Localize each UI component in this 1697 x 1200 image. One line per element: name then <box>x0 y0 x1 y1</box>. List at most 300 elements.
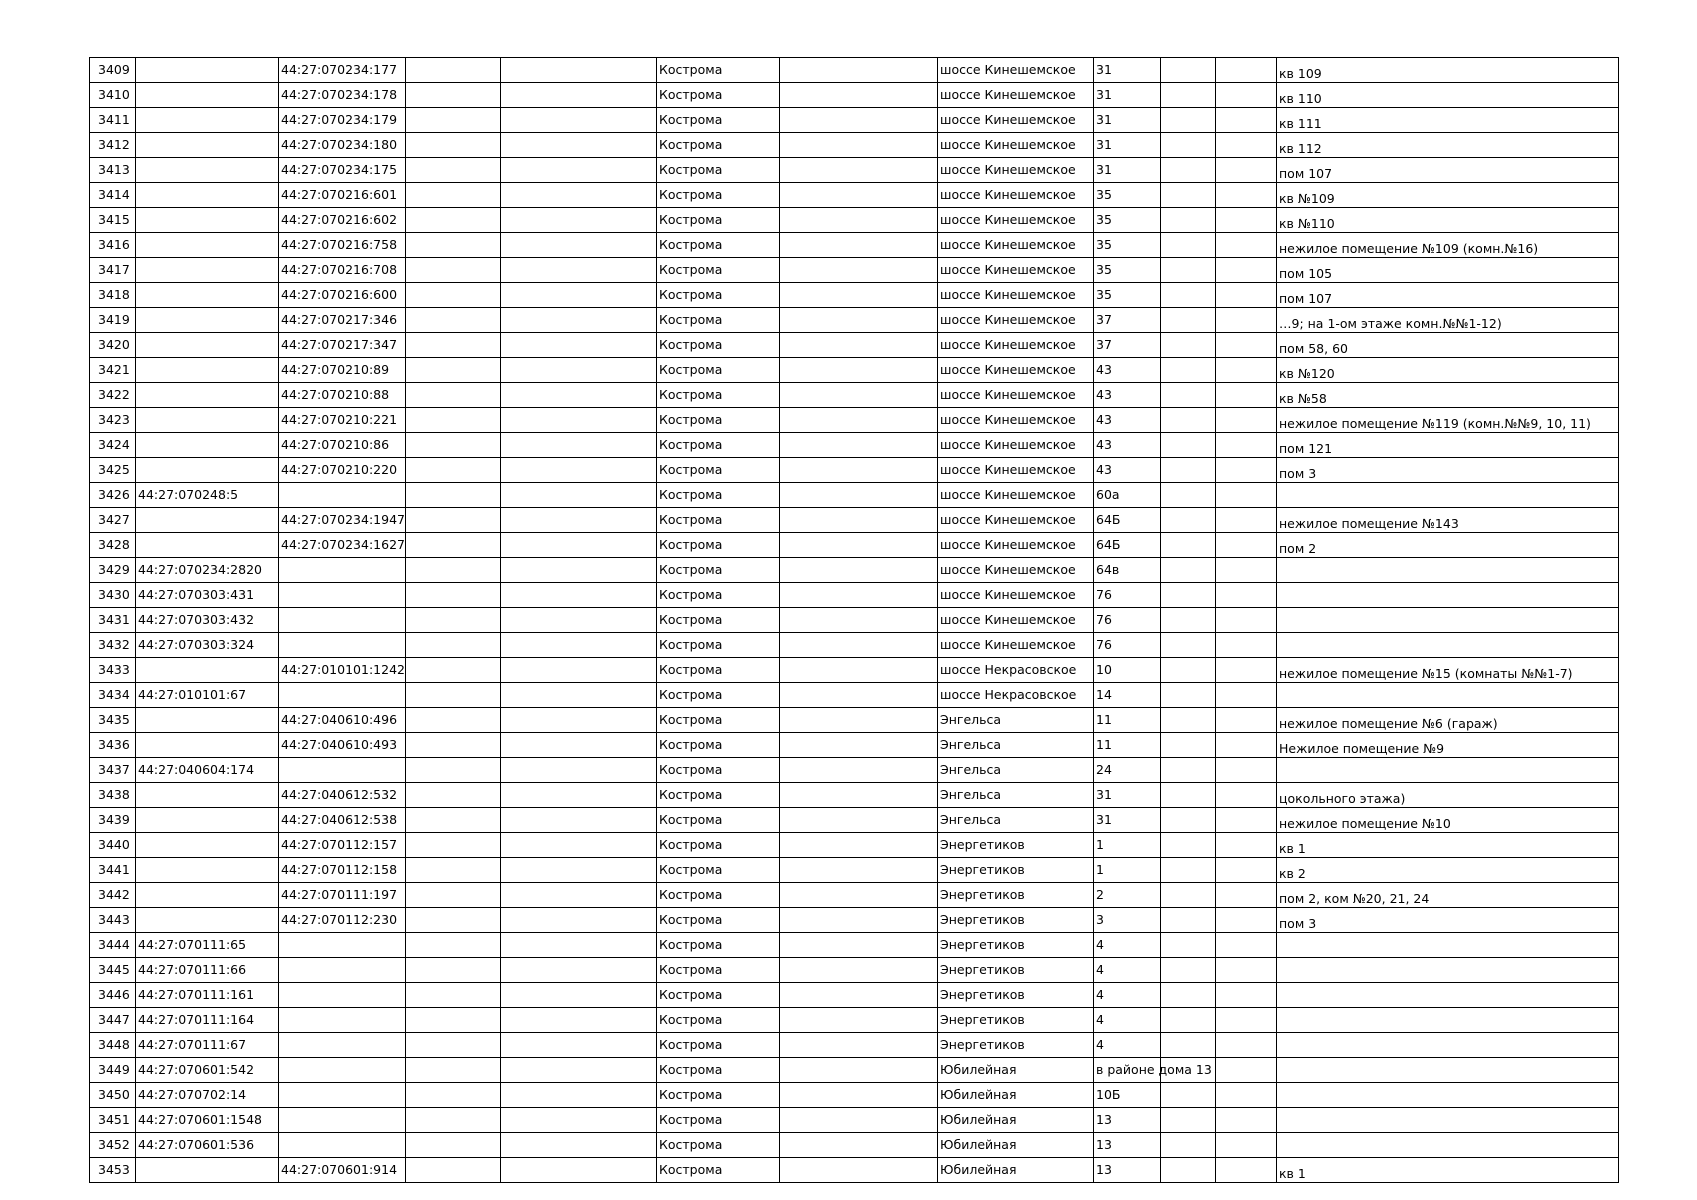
cell-empty <box>1161 508 1216 533</box>
cell-empty <box>1216 258 1277 283</box>
cell-land-cadastral-number <box>136 833 279 858</box>
cell-city: Кострома <box>657 833 780 858</box>
cell-empty <box>780 608 938 633</box>
cell-empty <box>780 1133 938 1158</box>
table-row <box>90 358 1619 383</box>
cell-empty <box>501 458 657 483</box>
cell-premise <box>1277 1083 1619 1108</box>
cell-empty <box>1216 758 1277 783</box>
cell-house-number: 4 <box>1094 1033 1161 1058</box>
cell-empty <box>406 83 501 108</box>
cell-premise <box>1277 1008 1619 1033</box>
cell-row-number: 3451 <box>90 1108 136 1133</box>
cell-empty <box>1216 1133 1277 1158</box>
cell-row-number: 3435 <box>90 708 136 733</box>
cell-empty <box>406 633 501 658</box>
cell-empty <box>406 1033 501 1058</box>
cell-empty <box>1161 308 1216 333</box>
cell-empty <box>1161 433 1216 458</box>
cell-land-cadastral-number: 44:27:070248:5 <box>136 483 279 508</box>
cell-object-cadastral-number: 44:27:070217:346 <box>279 308 406 333</box>
cell-empty <box>780 1008 938 1033</box>
cell-row-number: 3410 <box>90 83 136 108</box>
cell-empty <box>780 958 938 983</box>
cell-empty <box>406 783 501 808</box>
cell-premise <box>1277 933 1619 958</box>
cell-row-number: 3452 <box>90 1133 136 1158</box>
cell-empty <box>780 458 938 483</box>
cell-empty <box>780 808 938 833</box>
cell-object-cadastral-number: 44:27:070210:221 <box>279 408 406 433</box>
cell-empty <box>501 608 657 633</box>
cell-empty <box>1216 1108 1277 1133</box>
cell-row-number: 3419 <box>90 308 136 333</box>
cell-street: шоссе Кинешемское <box>938 258 1094 283</box>
cell-empty <box>406 933 501 958</box>
cell-row-number: 3433 <box>90 658 136 683</box>
cell-row-number: 3439 <box>90 808 136 833</box>
cell-city: Кострома <box>657 583 780 608</box>
cell-empty <box>1216 533 1277 558</box>
cell-house-number: 24 <box>1094 758 1161 783</box>
cell-empty <box>1216 183 1277 208</box>
cell-object-cadastral-number: 44:27:070234:175 <box>279 158 406 183</box>
cell-street: шоссе Кинешемское <box>938 508 1094 533</box>
cell-empty <box>1216 958 1277 983</box>
cell-land-cadastral-number <box>136 408 279 433</box>
cell-empty <box>1161 383 1216 408</box>
cell-land-cadastral-number <box>136 733 279 758</box>
cell-premise: нежилое помещение №143 <box>1277 508 1619 533</box>
cell-house-number: 1 <box>1094 858 1161 883</box>
cell-empty <box>406 283 501 308</box>
cell-land-cadastral-number: 44:27:070601:1548 <box>136 1108 279 1133</box>
cell-empty <box>406 433 501 458</box>
cell-empty <box>780 158 938 183</box>
cell-empty <box>406 1008 501 1033</box>
cell-empty <box>780 1058 938 1083</box>
cell-empty <box>1161 1033 1216 1058</box>
cell-premise: цокольного этажа) <box>1277 783 1619 808</box>
cell-street: Энгельса <box>938 758 1094 783</box>
cell-object-cadastral-number: 44:27:070112:230 <box>279 908 406 933</box>
cell-empty <box>1161 233 1216 258</box>
cell-empty <box>1216 783 1277 808</box>
cell-empty <box>406 108 501 133</box>
cell-empty <box>1216 983 1277 1008</box>
cell-premise <box>1277 958 1619 983</box>
cell-empty <box>501 433 657 458</box>
cell-empty <box>780 583 938 608</box>
cell-city: Кострома <box>657 683 780 708</box>
cell-land-cadastral-number <box>136 108 279 133</box>
cell-city: Кострома <box>657 358 780 383</box>
cell-empty <box>406 133 501 158</box>
cell-empty <box>1216 883 1277 908</box>
cell-city: Кострома <box>657 258 780 283</box>
cell-empty <box>406 258 501 283</box>
cell-empty <box>780 333 938 358</box>
cell-object-cadastral-number: 44:27:070210:220 <box>279 458 406 483</box>
cell-land-cadastral-number: 44:27:070111:161 <box>136 983 279 1008</box>
cell-street: Юбилейная <box>938 1083 1094 1108</box>
cell-object-cadastral-number: 44:27:070601:914 <box>279 1158 406 1183</box>
cell-premise: кв 110 <box>1277 83 1619 108</box>
cell-row-number: 3411 <box>90 108 136 133</box>
cell-city: Кострома <box>657 658 780 683</box>
cell-object-cadastral-number <box>279 558 406 583</box>
cell-street: Юбилейная <box>938 1058 1094 1083</box>
cell-street: Энергетиков <box>938 883 1094 908</box>
property-register-table <box>89 57 1619 1183</box>
cell-premise: пом 3 <box>1277 908 1619 933</box>
cell-empty <box>1216 133 1277 158</box>
cell-city: Кострома <box>657 808 780 833</box>
cell-empty <box>406 333 501 358</box>
table-body <box>90 58 1619 1183</box>
cell-street: шоссе Кинешемское <box>938 58 1094 83</box>
cell-empty <box>780 533 938 558</box>
cell-house-number: 43 <box>1094 358 1161 383</box>
cell-empty <box>501 1083 657 1108</box>
cell-row-number: 3448 <box>90 1033 136 1058</box>
cell-row-number: 3434 <box>90 683 136 708</box>
cell-house-number: 43 <box>1094 433 1161 458</box>
cell-premise: кв 2 <box>1277 858 1619 883</box>
cell-empty <box>1161 1158 1216 1183</box>
cell-city: Кострома <box>657 408 780 433</box>
cell-empty <box>1216 83 1277 108</box>
cell-house-number: 76 <box>1094 583 1161 608</box>
cell-land-cadastral-number: 44:27:070111:66 <box>136 958 279 983</box>
cell-object-cadastral-number <box>279 1008 406 1033</box>
cell-empty <box>780 408 938 433</box>
cell-row-number: 3447 <box>90 1008 136 1033</box>
cell-empty <box>406 458 501 483</box>
cell-house-number: 4 <box>1094 933 1161 958</box>
cell-land-cadastral-number <box>136 333 279 358</box>
cell-land-cadastral-number <box>136 508 279 533</box>
cell-city: Кострома <box>657 533 780 558</box>
cell-empty <box>1216 408 1277 433</box>
cell-premise: кв 1 <box>1277 833 1619 858</box>
cell-empty <box>501 583 657 608</box>
cell-city: Кострома <box>657 508 780 533</box>
cell-empty <box>406 958 501 983</box>
cell-empty <box>780 908 938 933</box>
cell-empty <box>501 908 657 933</box>
cell-empty <box>501 283 657 308</box>
cell-street: шоссе Кинешемское <box>938 533 1094 558</box>
cell-premise <box>1277 1058 1619 1083</box>
cell-object-cadastral-number: 44:27:040610:496 <box>279 708 406 733</box>
cell-house-number: 64Б <box>1094 533 1161 558</box>
cell-empty <box>780 733 938 758</box>
cell-empty <box>780 433 938 458</box>
cell-empty <box>406 308 501 333</box>
cell-row-number: 3432 <box>90 633 136 658</box>
cell-land-cadastral-number <box>136 358 279 383</box>
cell-house-number: 35 <box>1094 258 1161 283</box>
table-row <box>90 233 1619 258</box>
cell-row-number: 3409 <box>90 58 136 83</box>
cell-house-number: 2 <box>1094 883 1161 908</box>
cell-house-number: 13 <box>1094 1133 1161 1158</box>
cell-object-cadastral-number: 44:27:070210:88 <box>279 383 406 408</box>
cell-empty <box>1216 658 1277 683</box>
cell-house-number: 64Б <box>1094 508 1161 533</box>
cell-premise <box>1277 558 1619 583</box>
cell-street: шоссе Кинешемское <box>938 208 1094 233</box>
cell-row-number: 3437 <box>90 758 136 783</box>
table-row <box>90 658 1619 683</box>
cell-object-cadastral-number: 44:27:070234:1627 <box>279 533 406 558</box>
cell-premise: нежилое помещение №119 (комн.№№9, 10, 11) <box>1277 408 1619 433</box>
cell-city: Кострома <box>657 233 780 258</box>
cell-row-number: 3412 <box>90 133 136 158</box>
table-row <box>90 558 1619 583</box>
cell-empty <box>501 633 657 658</box>
cell-empty <box>1161 733 1216 758</box>
cell-empty <box>780 358 938 383</box>
cell-empty <box>501 1033 657 1058</box>
cell-street: шоссе Кинешемское <box>938 233 1094 258</box>
cell-empty <box>1216 358 1277 383</box>
cell-empty <box>1216 833 1277 858</box>
table-row <box>90 283 1619 308</box>
cell-premise: пом 3 <box>1277 458 1619 483</box>
cell-street: Энергетиков <box>938 1033 1094 1058</box>
cell-object-cadastral-number: 44:27:070112:158 <box>279 858 406 883</box>
cell-city: Кострома <box>657 283 780 308</box>
cell-land-cadastral-number <box>136 208 279 233</box>
cell-street: шоссе Кинешемское <box>938 458 1094 483</box>
cell-empty <box>1216 208 1277 233</box>
cell-street: шоссе Кинешемское <box>938 583 1094 608</box>
cell-empty <box>406 808 501 833</box>
cell-empty <box>780 833 938 858</box>
cell-object-cadastral-number: 44:27:070216:601 <box>279 183 406 208</box>
cell-empty <box>501 758 657 783</box>
cell-empty <box>1161 858 1216 883</box>
cell-street: Энергетиков <box>938 908 1094 933</box>
table-row <box>90 633 1619 658</box>
cell-street: шоссе Кинешемское <box>938 283 1094 308</box>
cell-row-number: 3444 <box>90 933 136 958</box>
cell-object-cadastral-number: 44:27:070216:758 <box>279 233 406 258</box>
cell-city: Кострома <box>657 733 780 758</box>
cell-row-number: 3423 <box>90 408 136 433</box>
cell-empty <box>780 208 938 233</box>
table-row <box>90 808 1619 833</box>
cell-empty <box>1216 583 1277 608</box>
cell-empty <box>1161 258 1216 283</box>
cell-empty <box>406 383 501 408</box>
cell-land-cadastral-number <box>136 458 279 483</box>
cell-empty <box>501 708 657 733</box>
cell-premise: пом 107 <box>1277 283 1619 308</box>
cell-house-number: 31 <box>1094 158 1161 183</box>
cell-object-cadastral-number <box>279 1058 406 1083</box>
cell-land-cadastral-number <box>136 133 279 158</box>
cell-house-number: 43 <box>1094 458 1161 483</box>
cell-empty <box>501 483 657 508</box>
cell-empty <box>406 883 501 908</box>
cell-object-cadastral-number <box>279 608 406 633</box>
cell-object-cadastral-number: 44:27:070210:89 <box>279 358 406 383</box>
cell-object-cadastral-number: 44:27:070112:157 <box>279 833 406 858</box>
cell-street: шоссе Кинешемское <box>938 383 1094 408</box>
cell-land-cadastral-number <box>136 883 279 908</box>
cell-house-number: 11 <box>1094 708 1161 733</box>
register-sheet <box>89 57 1618 1183</box>
cell-street: шоссе Кинешемское <box>938 558 1094 583</box>
cell-land-cadastral-number: 44:27:070303:324 <box>136 633 279 658</box>
cell-house-number: 31 <box>1094 108 1161 133</box>
cell-premise: кв 109 <box>1277 58 1619 83</box>
cell-premise: кв №58 <box>1277 383 1619 408</box>
table-row <box>90 383 1619 408</box>
cell-empty <box>406 858 501 883</box>
cell-object-cadastral-number <box>279 483 406 508</box>
cell-object-cadastral-number: 44:27:070234:180 <box>279 133 406 158</box>
cell-row-number: 3446 <box>90 983 136 1008</box>
cell-land-cadastral-number <box>136 308 279 333</box>
cell-object-cadastral-number: 44:27:070234:177 <box>279 58 406 83</box>
cell-row-number: 3445 <box>90 958 136 983</box>
cell-empty <box>780 783 938 808</box>
cell-empty <box>780 658 938 683</box>
cell-premise <box>1277 683 1619 708</box>
cell-empty <box>780 758 938 783</box>
cell-city: Кострома <box>657 558 780 583</box>
cell-empty <box>1216 108 1277 133</box>
cell-object-cadastral-number <box>279 1108 406 1133</box>
cell-empty <box>406 833 501 858</box>
cell-land-cadastral-number <box>136 908 279 933</box>
cell-city: Кострома <box>657 183 780 208</box>
cell-empty <box>1161 683 1216 708</box>
cell-row-number: 3453 <box>90 1158 136 1183</box>
cell-city: Кострома <box>657 783 780 808</box>
cell-city: Кострома <box>657 133 780 158</box>
cell-empty <box>1216 1058 1277 1083</box>
cell-premise <box>1277 1133 1619 1158</box>
cell-row-number: 3415 <box>90 208 136 233</box>
table-row <box>90 183 1619 208</box>
cell-street: Энергетиков <box>938 858 1094 883</box>
cell-empty <box>1161 558 1216 583</box>
cell-land-cadastral-number <box>136 183 279 208</box>
cell-empty <box>1161 808 1216 833</box>
cell-empty <box>1161 883 1216 908</box>
cell-empty <box>1161 483 1216 508</box>
cell-land-cadastral-number: 44:27:070303:432 <box>136 608 279 633</box>
cell-house-number: 64в <box>1094 558 1161 583</box>
cell-empty <box>406 658 501 683</box>
cell-empty <box>780 483 938 508</box>
cell-object-cadastral-number <box>279 933 406 958</box>
cell-street: шоссе Кинешемское <box>938 158 1094 183</box>
cell-premise <box>1277 983 1619 1008</box>
cell-land-cadastral-number: 44:27:070111:65 <box>136 933 279 958</box>
cell-city: Кострома <box>657 758 780 783</box>
cell-empty <box>501 58 657 83</box>
cell-empty <box>406 1158 501 1183</box>
table-row <box>90 1108 1619 1133</box>
cell-object-cadastral-number: 44:27:040612:538 <box>279 808 406 833</box>
cell-premise <box>1277 1108 1619 1133</box>
cell-land-cadastral-number: 44:27:070702:14 <box>136 1083 279 1108</box>
cell-house-number: 1 <box>1094 833 1161 858</box>
cell-empty <box>1216 1158 1277 1183</box>
cell-land-cadastral-number <box>136 258 279 283</box>
cell-city: Кострома <box>657 108 780 133</box>
cell-street: шоссе Кинешемское <box>938 333 1094 358</box>
cell-empty <box>1216 858 1277 883</box>
cell-empty <box>406 683 501 708</box>
cell-street: шоссе Кинешемское <box>938 108 1094 133</box>
cell-object-cadastral-number: 44:27:070217:347 <box>279 333 406 358</box>
table-row <box>90 408 1619 433</box>
cell-city: Кострома <box>657 83 780 108</box>
cell-street: шоссе Кинешемское <box>938 308 1094 333</box>
table-row <box>90 783 1619 808</box>
cell-row-number: 3414 <box>90 183 136 208</box>
cell-empty <box>501 558 657 583</box>
cell-city: Кострома <box>657 708 780 733</box>
cell-empty <box>501 358 657 383</box>
cell-street: шоссе Кинешемское <box>938 608 1094 633</box>
cell-empty <box>406 483 501 508</box>
cell-row-number: 3425 <box>90 458 136 483</box>
cell-premise: кв №110 <box>1277 208 1619 233</box>
cell-house-number: 43 <box>1094 383 1161 408</box>
cell-empty <box>780 983 938 1008</box>
cell-premise <box>1277 483 1619 508</box>
cell-empty <box>501 383 657 408</box>
cell-empty <box>1216 1008 1277 1033</box>
cell-empty <box>501 958 657 983</box>
cell-street: шоссе Кинешемское <box>938 408 1094 433</box>
cell-land-cadastral-number: 44:27:040604:174 <box>136 758 279 783</box>
cell-empty <box>1216 508 1277 533</box>
cell-premise: пом 58, 60 <box>1277 333 1619 358</box>
cell-empty <box>1216 483 1277 508</box>
cell-premise: нежилое помещение №15 (комнаты №№1-7) <box>1277 658 1619 683</box>
cell-land-cadastral-number <box>136 58 279 83</box>
cell-empty <box>780 108 938 133</box>
cell-row-number: 3450 <box>90 1083 136 1108</box>
cell-street: Энгельса <box>938 783 1094 808</box>
cell-empty <box>501 183 657 208</box>
cell-land-cadastral-number: 44:27:070303:431 <box>136 583 279 608</box>
cell-empty <box>1161 958 1216 983</box>
cell-empty <box>1216 1083 1277 1108</box>
cell-row-number: 3420 <box>90 333 136 358</box>
cell-empty <box>1161 633 1216 658</box>
cell-empty <box>1161 133 1216 158</box>
cell-empty <box>406 183 501 208</box>
cell-empty <box>780 133 938 158</box>
cell-empty <box>1161 533 1216 558</box>
cell-empty <box>1161 208 1216 233</box>
cell-row-number: 3429 <box>90 558 136 583</box>
cell-empty <box>1161 333 1216 358</box>
cell-empty <box>780 1158 938 1183</box>
cell-land-cadastral-number <box>136 708 279 733</box>
cell-row-number: 3427 <box>90 508 136 533</box>
